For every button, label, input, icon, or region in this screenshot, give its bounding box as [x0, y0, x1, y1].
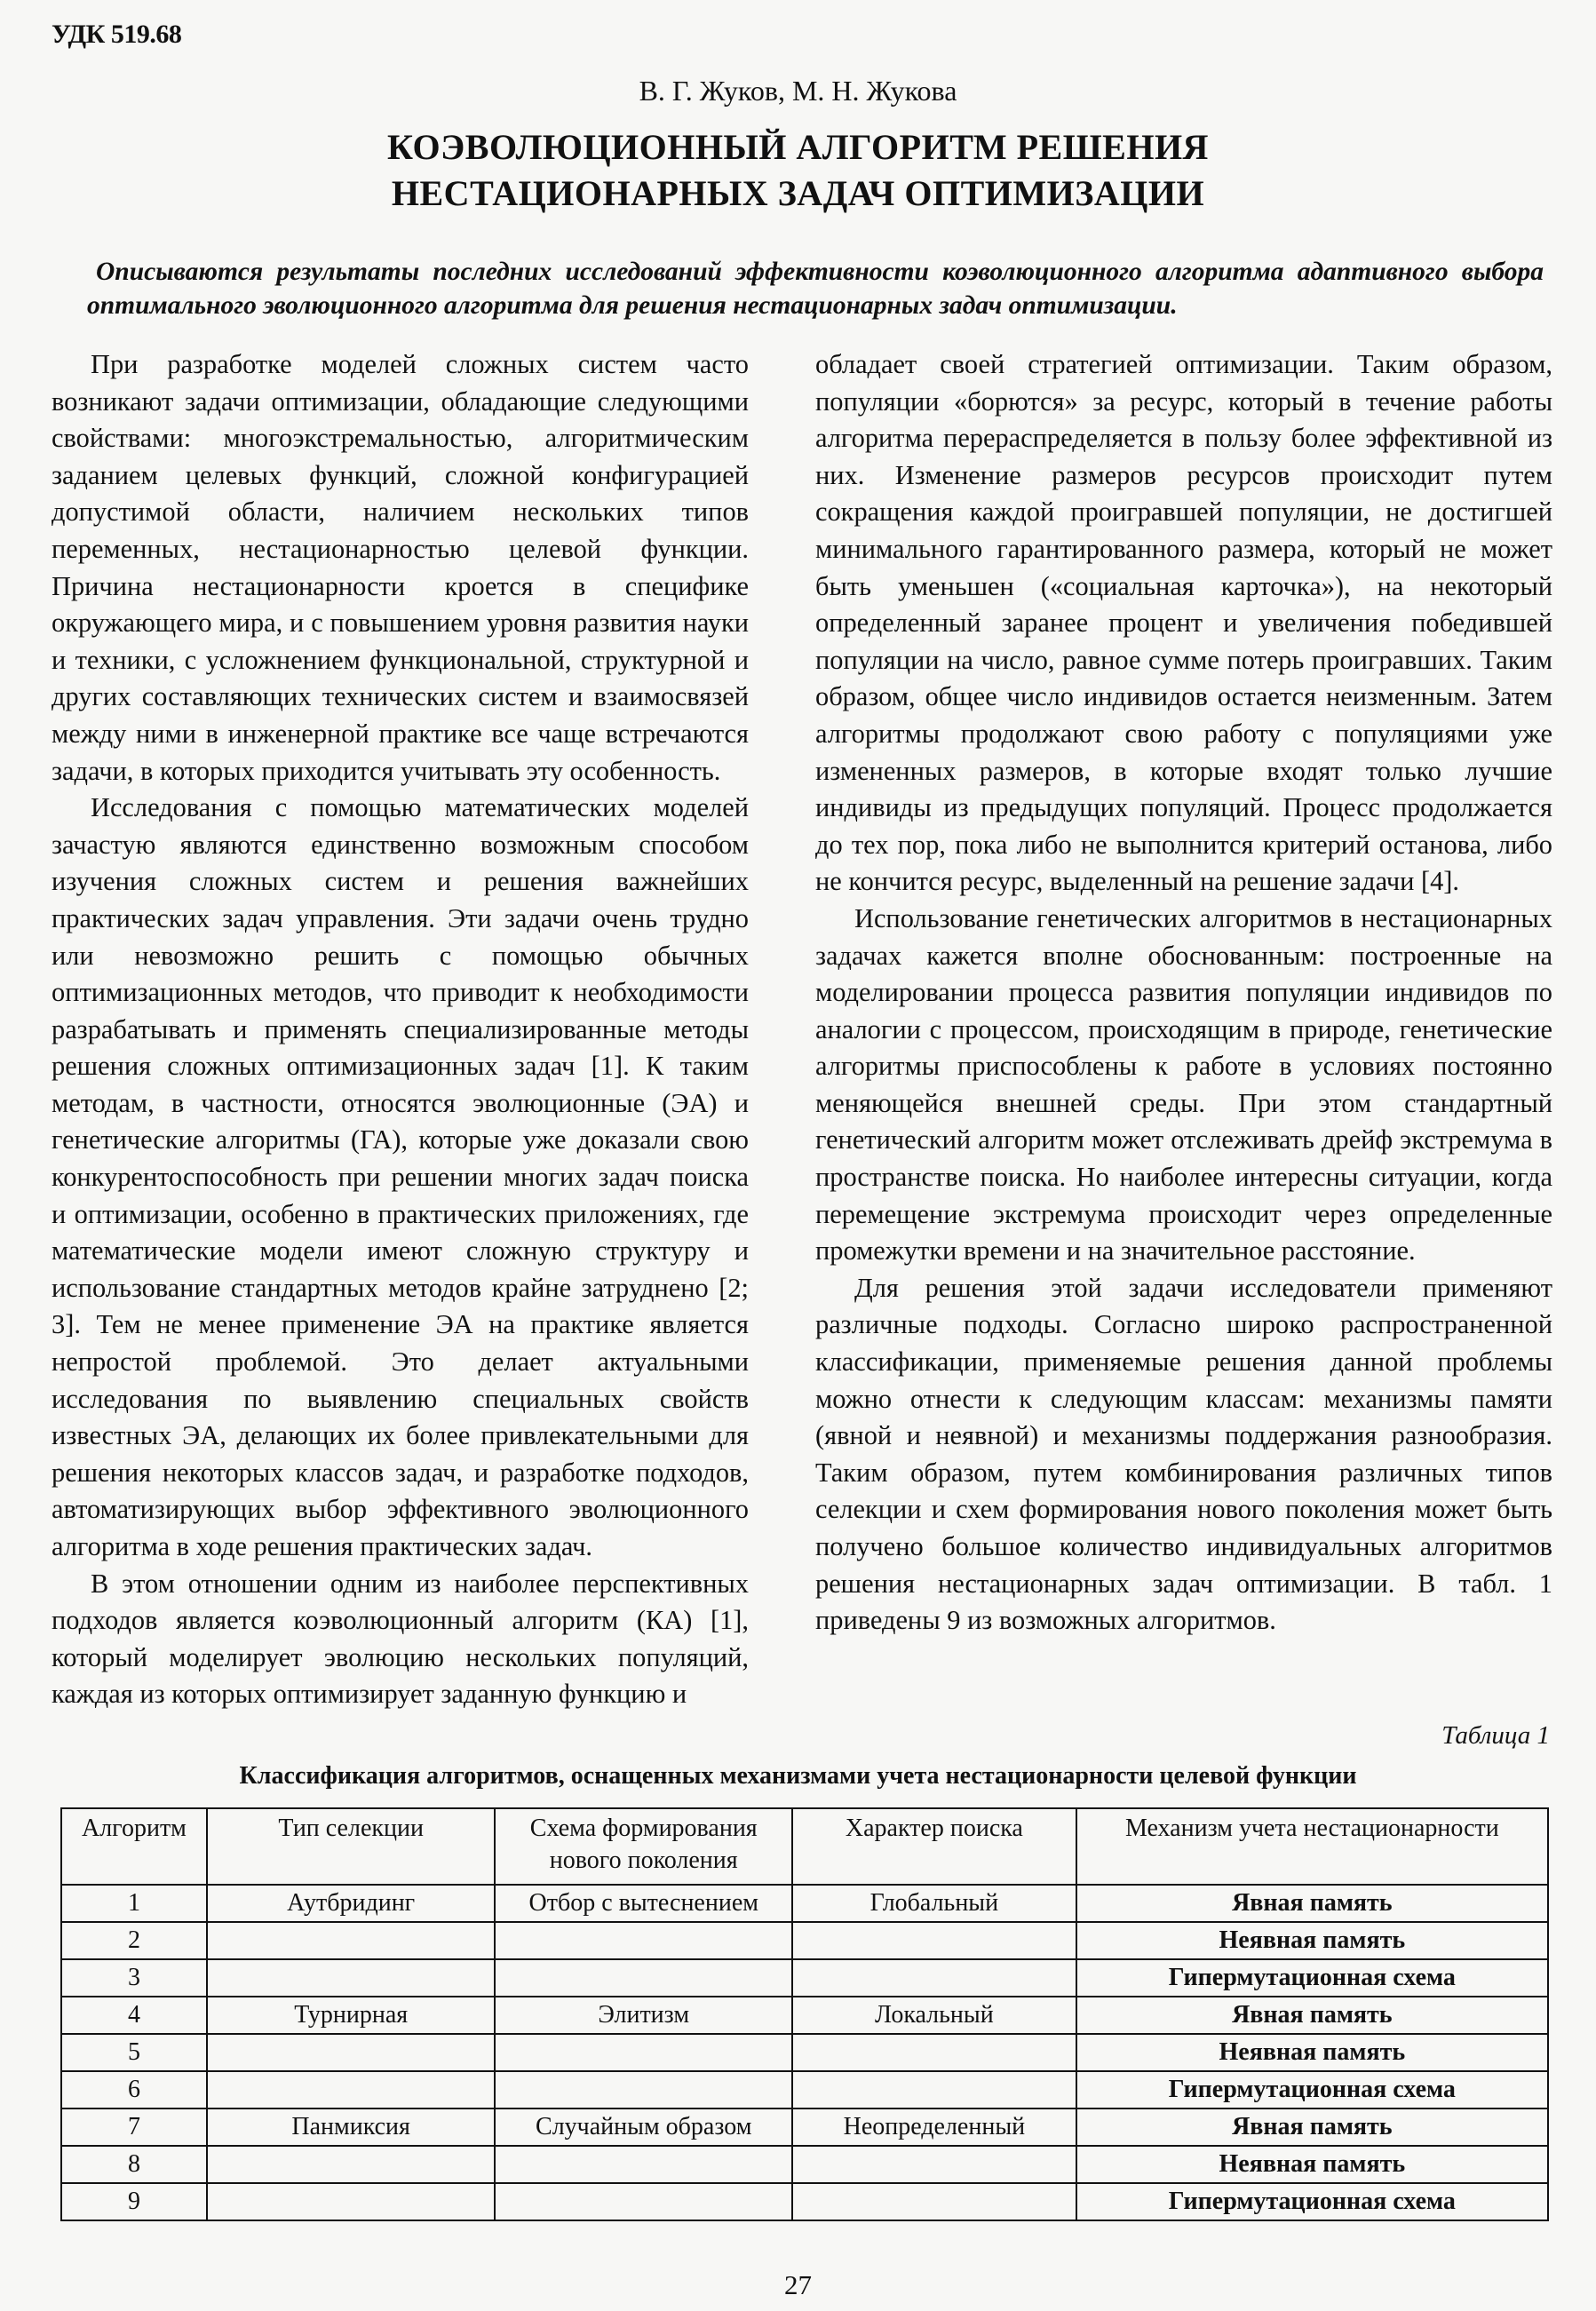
cell-generation-scheme: Элитизм [495, 1997, 792, 2034]
cell-generation-scheme [495, 1959, 792, 1997]
table-caption: Классификация алгоритмов, оснащенных механизмами учета нестационарности целевой функции [239, 1762, 1357, 1790]
cell-mechanism: Неявная память [1076, 1922, 1548, 1959]
table-row [61, 1922, 1548, 1959]
table-number: Таблица 1 [1441, 1721, 1550, 1750]
table-row [61, 1997, 1548, 2034]
cell-algorithm: 6 [61, 2071, 207, 2108]
header-selection-type: Тип селекции [207, 1808, 496, 1885]
body-column-left [52, 346, 749, 1713]
cell-search-character [792, 2071, 1076, 2108]
table-row [61, 2108, 1548, 2146]
cell-algorithm: 1 [61, 1885, 207, 1922]
cell-search-character [792, 1922, 1076, 1959]
cell-selection-type [207, 2034, 496, 2071]
cell-mechanism: Гипермутационная схема [1076, 2071, 1548, 2108]
table-header-row [61, 1808, 1548, 1885]
cell-generation-scheme: Случайным образом [495, 2108, 792, 2146]
cell-generation-scheme [495, 1922, 792, 1959]
cell-generation-scheme [495, 2034, 792, 2071]
cell-generation-scheme [495, 2146, 792, 2183]
paragraph: Для решения этой задачи исследователи применяют различные подходы. Согласно широко распространенной классификации, применяемые решения данной проблемы можно отнести к следующим классам: механизмы памяти (явной и неявной) и механизмы поддержания разнообразия. Таким образом, путем комбинирования различных типов селекции и схем формирования нового поколения может быть получено большое количество индивидуальных алгоритмов решения нестационарных задач оптимизации. В табл. 1 приведены 9 из возможных алгоритмов. [815, 1272, 1552, 1636]
cell-mechanism: Явная память [1076, 1997, 1548, 2034]
cell-generation-scheme [495, 2183, 792, 2220]
cell-mechanism: Явная память [1076, 1885, 1548, 1922]
paragraph-continuation: обладает своей стратегией оптимизации. Таким образом, популяции «борются» за ресурс, который в течение работы алгоритма перераспределяется в пользу более эффективной из них. Изменение размеров ресурсов происходит путем сокращения каждой проигравшей популяции, не достигшей минимального гарантированного размера, который не может быть уменьшен («социальная карточка»), на некоторый определенный заранее процент и увеличения победившей популяции на число, равное сумме потерь проигравших. Таким образом, общее число индивидов остается неизменным. Затем алгоритмы продолжают свою работу с популяциями уже измененных размеров, в которые входят только лучшие индивиды из предыдущих популяций. Процесс продолжается до тех пор, пока либо не выполнится критерий останова, либо не кончится ресурс, выделенный на решение задачи [4]. [815, 349, 1552, 897]
cell-search-character [792, 2146, 1076, 2183]
cell-algorithm: 5 [61, 2034, 207, 2071]
cell-selection-type: Турнирная [207, 1997, 496, 2034]
cell-mechanism: Гипермутационная схема [1076, 2183, 1548, 2220]
abstract: Описываются результаты последних исследований эффективности коэволюционного алгоритма адаптивного выбора оптимального эволюционного алгоритма для решения нестационарных задач оптимизации. [87, 258, 1544, 320]
page-number: 27 [784, 2269, 812, 2300]
cell-search-character: Локальный [792, 1997, 1076, 2034]
cell-search-character: Глобальный [792, 1885, 1076, 1922]
cell-algorithm: 8 [61, 2146, 207, 2183]
table-row [61, 2146, 1548, 2183]
cell-algorithm: 9 [61, 2183, 207, 2220]
header-algorithm: Алгоритм [61, 1808, 207, 1885]
title-line-1: КОЭВОЛЮЦИОННЫЙ АЛГОРИТМ РЕШЕНИЯ [387, 127, 1209, 167]
paragraph: В этом отношении одним из наиболее перспективных подходов является коэволюционный алгоритм (КА) [1], который моделирует эволюцию нескольких популяций, каждая из которых оптимизирует заданную функцию и [52, 1568, 749, 1710]
cell-algorithm: 7 [61, 2108, 207, 2146]
cell-mechanism: Неявная память [1076, 2034, 1548, 2071]
cell-generation-scheme [495, 2071, 792, 2108]
body-column-right [815, 346, 1552, 1640]
table-row [61, 1885, 1548, 1922]
header-nonstationarity-mechanism: Механизм учета нестационарности [1076, 1808, 1548, 1885]
cell-selection-type: Панмиксия [207, 2108, 496, 2146]
paragraph: Использование генетических алгоритмов в нестационарных задачах кажется вполне обоснованным: построенные на моделировании процесса развития популяции индивидов по аналогии с процессом, происходящим в природе, генетические алгоритмы приспособлены к работе в условиях постоянно меняющейся внешней среды. При этом стандартный генетический алгоритм может отслеживать дрейф экстремума в пространстве поиска. Но наиболее интересны ситуации, когда перемещение экстремума происходит через определенные промежутки времени и на значительное расстояние. [815, 902, 1552, 1267]
table-row [61, 2183, 1548, 2220]
cell-mechanism: Неявная память [1076, 2146, 1548, 2183]
paragraph: Исследования с помощью математических моделей зачастую являются единственно возможным способом изучения сложных систем и решения важнейших практических задач управления. Эти задачи очень трудно или невозможно решить с помощью обычных оптимизационных методов, что приводит к необходимости разрабатывать и применять специализированные методы решения сложных оптимизационных задач [1]. К таким методам, в частности, относятся эволюционные (ЭА) и генетические алгоритмы (ГА), которые уже доказали свою конкурентоспособность при решении многих задач поиска и оптимизации, особенно в практических приложениях, где математические модели имеют сложную структуру и использование стандартных методов крайне затруднено [2; 3]. Тем не менее применение ЭА на практике является непростой проблемой. Это делает актуальными исследования по выявлению специальных свойств известных ЭА, делающих их более привлекательными для решения некоторых классов задач, и разработке подходов, автоматизирующих выбор эффективного эволюционного алгоритма в ходе решения практических задач. [52, 792, 749, 1561]
cell-selection-type [207, 2146, 496, 2183]
paper-title [0, 124, 1596, 217]
udk-code: УДК 519.68 [52, 20, 182, 49]
cell-selection-type [207, 1922, 496, 1959]
cell-search-character [792, 2034, 1076, 2071]
table-body [61, 1885, 1548, 2220]
table-row [61, 2071, 1548, 2108]
cell-search-character [792, 2183, 1076, 2220]
cell-algorithm: 4 [61, 1997, 207, 2034]
cell-selection-type: Аутбридинг [207, 1885, 496, 1922]
table-row [61, 2034, 1548, 2071]
cell-search-character [792, 1959, 1076, 1997]
authors: В. Г. Жуков, М. Н. Жукова [639, 75, 957, 107]
title-line-2: НЕСТАЦИОНАРНЫХ ЗАДАЧ ОПТИМИЗАЦИИ [391, 173, 1205, 213]
cell-algorithm: 2 [61, 1922, 207, 1959]
header-generation-scheme: Схема формирования нового поколения [495, 1808, 792, 1885]
paragraph: При разработке моделей сложных систем часто возникают задачи оптимизации, обладающие следующими свойствами: многоэкстремальностью, алгоритмическим заданием целевых функций, сложной конфигурацией допустимой области, наличием нескольких типов переменных, нестационарностью целевой функции. Причина нестационарности кроется в специфике окружающего мира, и с повышением уровня развития науки и техники, с усложнением функциональной, структурной и других составляющих технических систем и взаимосвязей между ними в инженерной практике все чаще встречаются задачи, в которых приходится учитывать эту особенность. [52, 349, 749, 786]
cell-mechanism: Явная память [1076, 2108, 1548, 2146]
cell-generation-scheme: Отбор с вытеснением [495, 1885, 792, 1922]
cell-selection-type [207, 2183, 496, 2220]
cell-mechanism: Гипермутационная схема [1076, 1959, 1548, 1997]
cell-algorithm: 3 [61, 1959, 207, 1997]
header-search-character: Характер поиска [792, 1808, 1076, 1885]
classification-table [60, 1807, 1549, 2221]
table-row [61, 1959, 1548, 1997]
cell-selection-type [207, 1959, 496, 1997]
cell-selection-type [207, 2071, 496, 2108]
cell-search-character: Неопределенный [792, 2108, 1076, 2146]
